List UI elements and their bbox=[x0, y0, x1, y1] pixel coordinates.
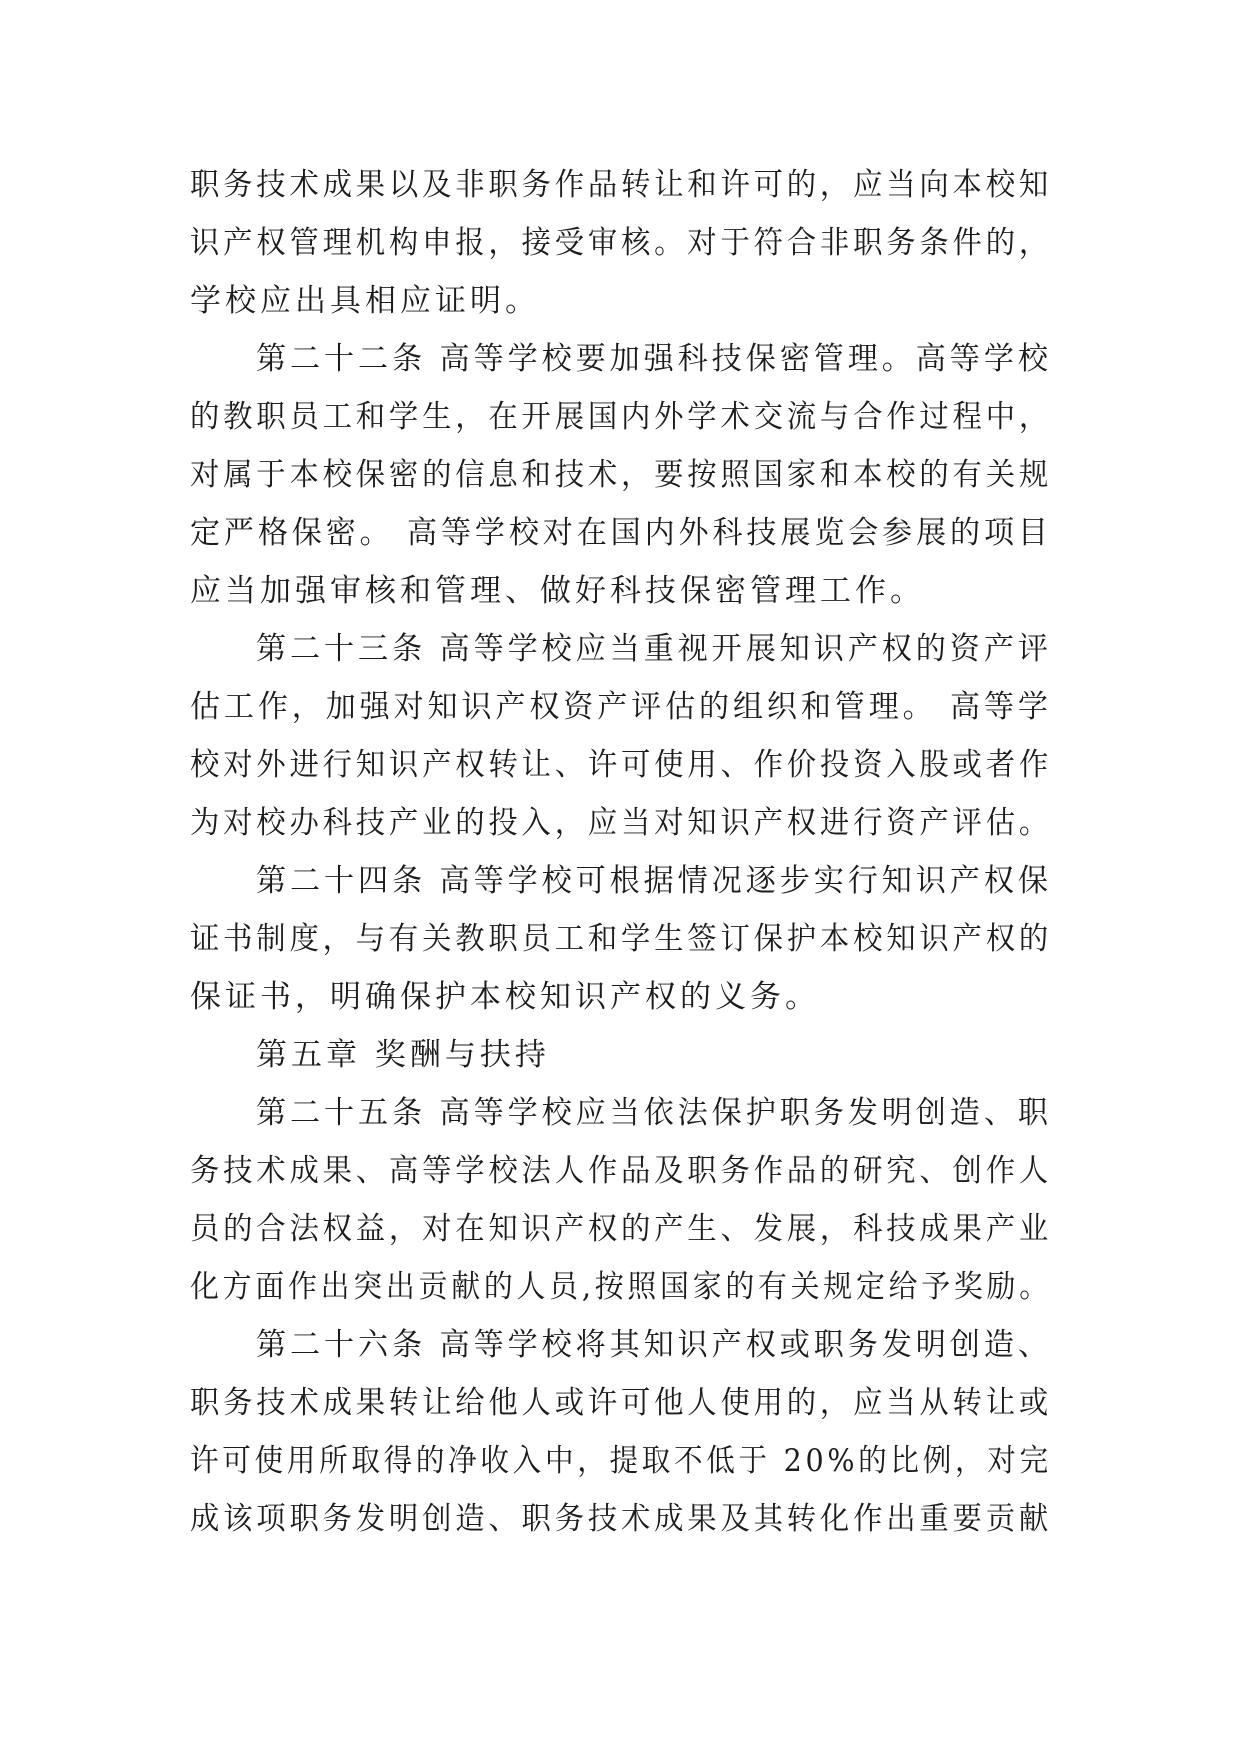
article-25-heading-line: 第二十五条 高等学校应当依法保护职务发明创造、职 bbox=[256, 1095, 1052, 1131]
text-line: 学校应出具相应证明。 bbox=[190, 283, 540, 319]
article-22-heading-line: 第二十二条 高等学校要加强科技保密管理。高等学校 bbox=[256, 341, 1052, 377]
text-line: 职务技术成果转让给他人或许可他人使用的，应当从转让或 bbox=[190, 1385, 1052, 1421]
text-line: 对属于本校保密的信息和技术，要按照国家和本校的有关规 bbox=[190, 457, 1052, 493]
text-line: 务技术成果、高等学校法人作品及职务作品的研究、创作人 bbox=[190, 1153, 1052, 1189]
text-line: 保证书，明确保护本校知识产权的义务。 bbox=[190, 979, 820, 1015]
text-line: 的教职员工和学生，在开展国内外学术交流与合作过程中， bbox=[190, 399, 1052, 435]
text-line: 定严格保密。 高等学校对在国内外科技展览会参展的项目 bbox=[190, 515, 1052, 551]
text-line: 许可使用所取得的净收入中，提取不低于 20%的比例，对完 bbox=[190, 1443, 1052, 1479]
text-line: 化方面作出突出贡献的人员,按照国家的有关规定给予奖励。 bbox=[190, 1269, 1052, 1305]
article-24-heading-line: 第二十四条 高等学校可根据情况逐步实行知识产权保 bbox=[256, 863, 1052, 899]
text-line: 估工作，加强对知识产权资产评估的组织和管理。 高等学 bbox=[190, 689, 1052, 725]
text-line: 证书制度，与有关教职员工和学生签订保护本校知识产权的 bbox=[190, 921, 1052, 957]
article-23-heading-line: 第二十三条 高等学校应当重视开展知识产权的资产评 bbox=[256, 631, 1052, 667]
text-line: 成该项职务发明创造、职务技术成果及其转化作出重要贡献 bbox=[190, 1501, 1052, 1537]
article-26-heading-line: 第二十六条 高等学校将其知识产权或职务发明创造、 bbox=[256, 1327, 1052, 1363]
text-line: 识产权管理机构申报，接受审核。对于符合非职务条件的， bbox=[190, 225, 1052, 261]
chapter-5-heading: 第五章 奖酬与扶持 bbox=[256, 1037, 550, 1073]
text-line: 校对外进行知识产权转让、许可使用、作价投资入股或者作 bbox=[190, 747, 1052, 783]
text-line: 应当加强审核和管理、做好科技保密管理工作。 bbox=[190, 573, 925, 609]
text-line: 职务技术成果以及非职务作品转让和许可的，应当向本校知 bbox=[190, 167, 1052, 203]
text-line: 为对校办科技产业的投入，应当对知识产权进行资产评估。 bbox=[190, 805, 1052, 841]
text-line: 员的合法权益，对在知识产权的产生、发展，科技成果产业 bbox=[190, 1211, 1052, 1247]
